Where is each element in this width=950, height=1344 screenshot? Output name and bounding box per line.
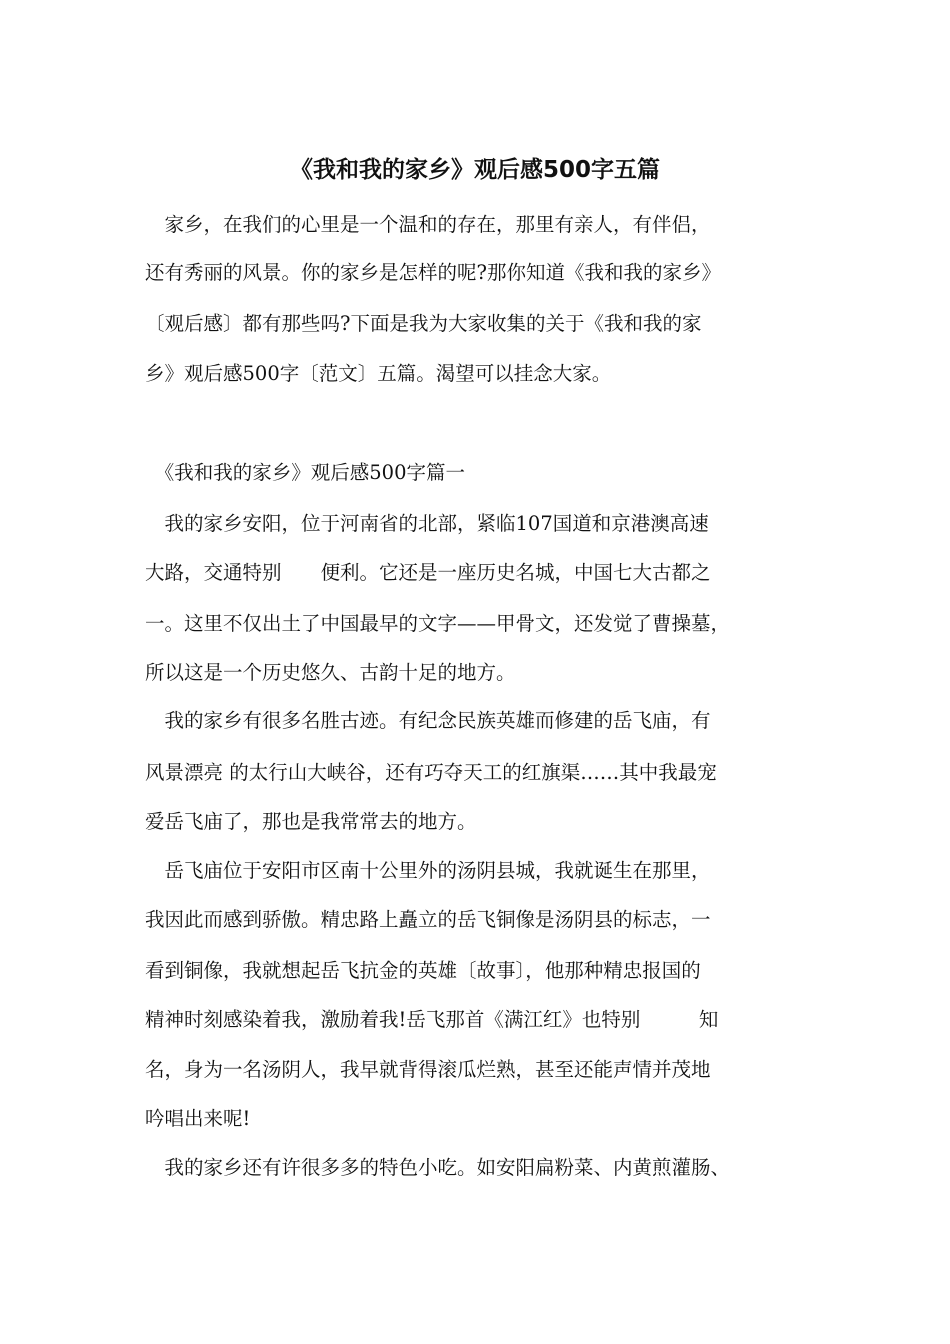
intro-line-3: 〔观后感〕都有那些吗?下面是我为大家收集的关于《我和我的家 <box>145 312 702 335</box>
section-heading: 《我和我的家乡》观后感500字篇一 <box>145 461 465 484</box>
paragraph-line: 风景漂亮 的太行山大峡谷，还有巧夺天工的红旗渠……其中我最宠 <box>145 761 717 784</box>
paragraph-line: 名，身为一名汤阴人，我早就背得滚瓜烂熟，甚至还能声情并茂地 <box>145 1058 711 1081</box>
paragraph-line: 岳飞庙位于安阳市区南十公里外的汤阴县城，我就诞生在那里， <box>145 859 711 882</box>
intro-line-4: 乡》观后感500字〔范文〕五篇。渴望可以挂念大家。 <box>145 362 612 385</box>
paragraph-line: 我的家乡有很多名胜古迹。有纪念民族英雄而修建的岳飞庙，有 <box>145 709 711 732</box>
paragraph-line: 我因此而感到骄傲。精忠路上矗立的岳飞铜像是汤阴县的标志，一 <box>145 908 711 931</box>
paragraph-line: 我的家乡安阳，位于河南省的北部，紧临107国道和京港澳高速 <box>145 512 709 535</box>
paragraph-line: 爱岳飞庙了，那也是我常常去的地方。 <box>145 810 477 833</box>
document-title: 《我和我的家乡》观后感500字五篇 <box>289 157 660 183</box>
intro-line-1: 家乡，在我们的心里是一个温和的存在，那里有亲人，有伴侣， <box>145 213 711 236</box>
paragraph-line: 一。这里不仅出土了中国最早的文字——甲骨文，还发觉了曹操墓， <box>145 612 731 635</box>
paragraph-line: 我的家乡还有许很多多的特色小吃。如安阳扁粉菜、内黄煎灌肠、 <box>145 1156 731 1179</box>
paragraph-line: 所以这是一个历史悠久、古韵十足的地方。 <box>145 661 516 684</box>
paragraph-line: 看到铜像，我就想起岳飞抗金的英雄〔故事〕，他那种精忠报国的 <box>145 959 701 982</box>
paragraph-line: 大路，交通特别 便利。它还是一座历史名城，中国七大古都之 <box>145 561 711 584</box>
intro-line-2: 还有秀丽的风景。你的家乡是怎样的呢?那你知道《我和我的家乡》 <box>145 261 721 284</box>
paragraph-line: 精神时刻感染着我，激励着我!岳飞那首《满江红》也特别 知 <box>145 1008 719 1031</box>
paragraph-line: 吟唱出来呢! <box>145 1107 251 1130</box>
